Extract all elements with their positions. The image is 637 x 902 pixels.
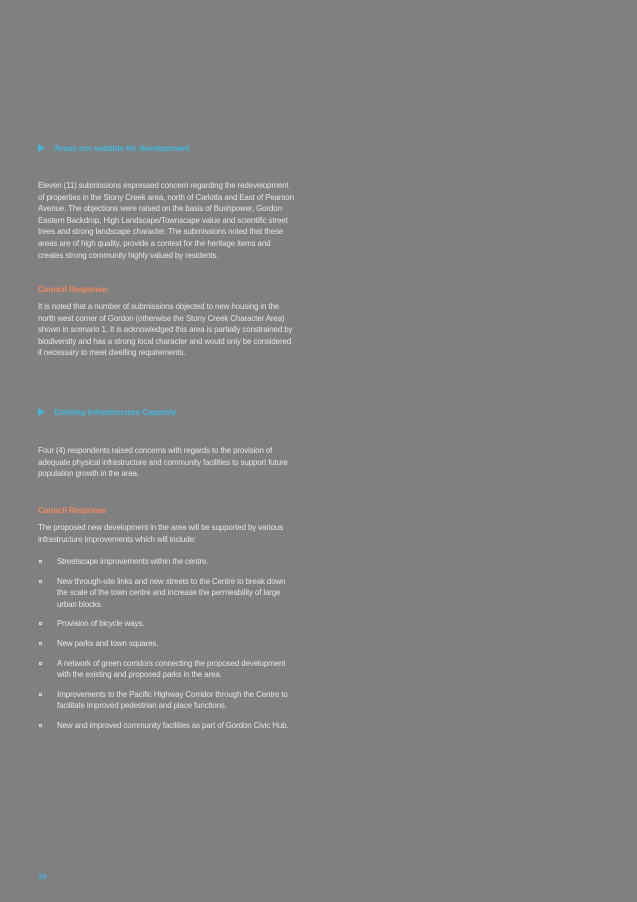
list-item-text: New through-site links and new streets to the Centre to break down the scale of the town centre and increase the permeability of large urban blocks.	[57, 576, 286, 609]
square-bullet-icon	[39, 662, 42, 665]
infrastructure-improvements-list	[38, 556, 296, 740]
square-bullet-icon	[39, 580, 42, 583]
list-item	[38, 658, 296, 681]
page-number: 18	[38, 872, 47, 881]
list-item-text: Provision of bicycle ways.	[57, 619, 145, 629]
section-body-paragraph: Eleven (11) submissions expressed concern regarding the redevelopment of properties in the Stony Creek area, north of Carlotta and East of Pearson Avenue. The objections were raised on the basis of Bushpower, Gordon Eastern Backdrop, High Landscape/Townscape value and scientific street trees and strong landscape character. The submissions noted that these areas are of high quality, provide a context for the heritage items and creates strong community highly valued by residents.	[38, 181, 294, 260]
square-bullet-icon	[39, 560, 42, 563]
square-bullet-icon	[39, 693, 42, 696]
list-item	[38, 720, 296, 732]
council-response-label: Council Response:	[38, 285, 109, 294]
triangle-right-icon	[38, 408, 45, 416]
section-heading-areas-not-suitable	[38, 143, 296, 153]
list-item	[38, 618, 296, 630]
list-item-text: Streetscape improvements within the centre.	[57, 557, 209, 566]
square-bullet-icon	[39, 724, 42, 727]
section-heading-existing-infrastructure	[38, 407, 296, 417]
list-item	[38, 689, 296, 712]
list-item-text: A network of green corridors connecting the proposed development with the existing and proposed parks in the area.	[57, 658, 286, 680]
list-item	[38, 638, 296, 650]
list-item	[38, 576, 296, 611]
council-response-paragraph: The proposed new development in the area will be supported by various infrastructure improvements which will include:	[38, 523, 283, 544]
council-response-paragraph: It is noted that a number of submissions objected to new housing in the north west corner of Gordon (otherwise the Stony Creek Character Area) shown in scenario 1. It is acknowledged this area is partially constrained by biodiversity and has a strong local character and would only be considered if necessary to meet dwelling requirements.	[38, 302, 293, 358]
section-heading-text: Areas not suitable for development	[54, 143, 190, 153]
triangle-right-icon	[38, 144, 45, 152]
section-body-paragraph: Four (4) respondents raised concerns with regards to the provision of adequate physical infrastructure and community facilities to support future population growth in the area.	[38, 446, 288, 479]
square-bullet-icon	[39, 642, 42, 645]
list-item-text: New parks and town squares.	[57, 638, 159, 648]
list-item	[38, 556, 296, 568]
list-item-text: New and improved community facilities as part of Gordon Civic Hub.	[57, 720, 289, 730]
square-bullet-icon	[39, 622, 42, 625]
list-item-text: Improvements to the Pacific Highway Corridor through the Centre to facilitate improved pedestrian and place functions.	[57, 689, 288, 711]
council-response-label: Council Response	[38, 506, 107, 515]
section-heading-text: Existing Infrastructure Capacity	[54, 407, 177, 417]
